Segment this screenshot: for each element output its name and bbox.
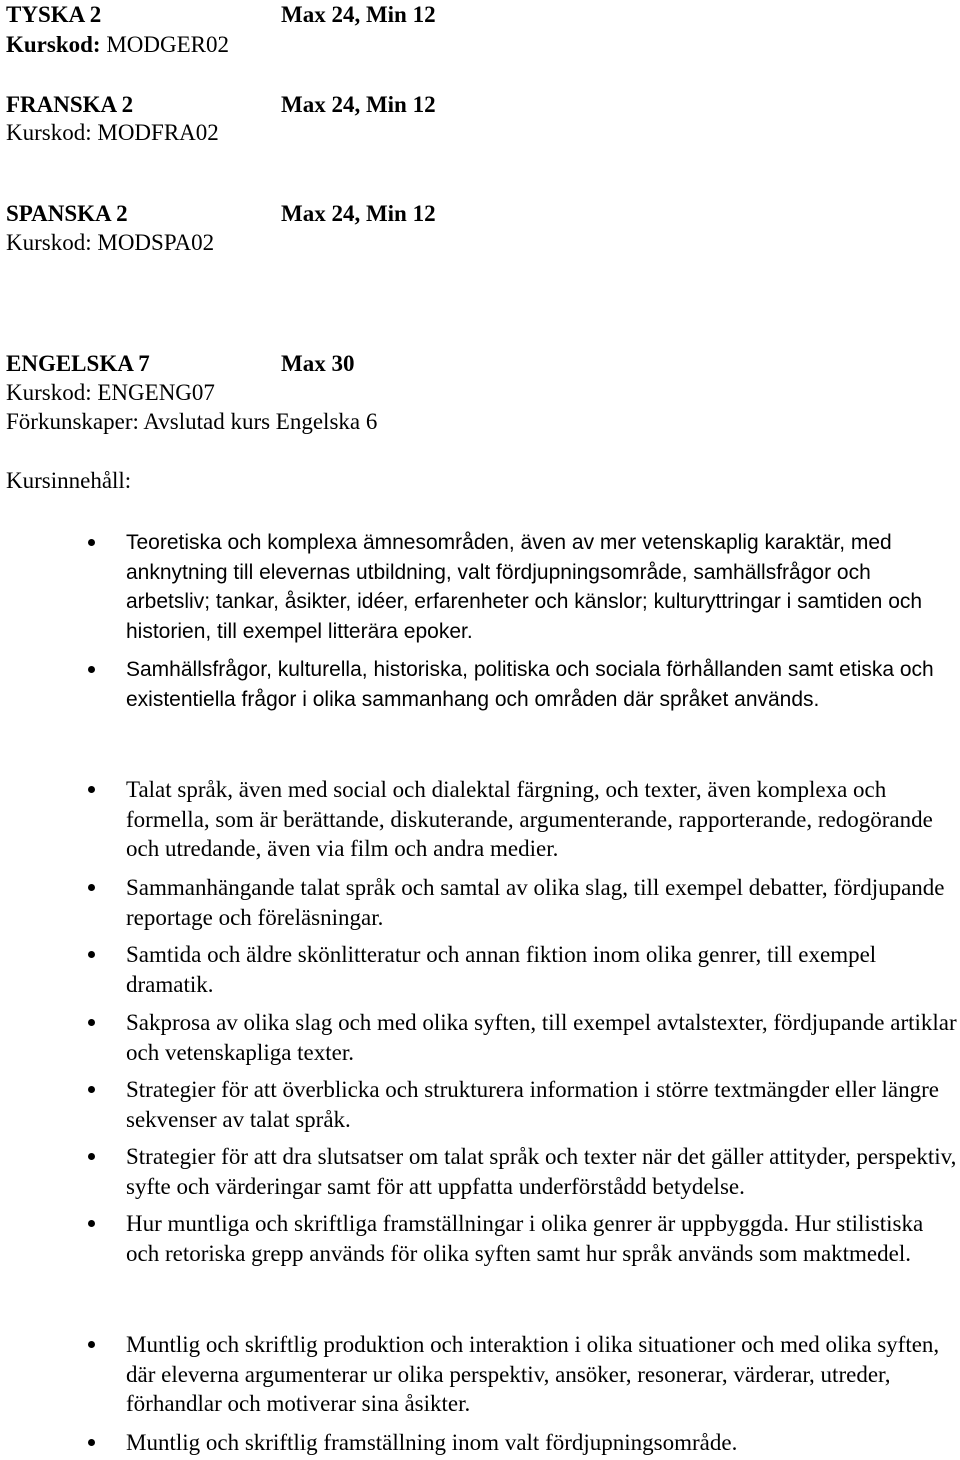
list-item [126,1330,960,1419]
course-code-value: MODGER02 [106,32,230,57]
list-item-text: Sakprosa av olika slag och med olika syften, till exempel avtalstexter, fördjupande artiklar och vetenskapliga texter. [126,1010,957,1065]
course-code-value: ENGENG07 [97,380,215,405]
list-item [126,873,960,932]
list-item-text: Samtida och äldre skönlitteratur och annan fiktion inom olika genrer, till exempel dramatik. [126,942,877,997]
course-code-value: MODSPA02 [97,230,215,255]
course-title-engelska: ENGELSKA 7 [6,351,150,376]
list-item [126,1428,960,1458]
content-heading: Kursinnehåll: [6,468,132,493]
course-title-spanska: SPANSKA 2 [6,201,128,226]
list-item [126,775,960,864]
course-code-franska [6,118,219,147]
bullet-icon [88,951,95,958]
bullet-icon [88,1086,95,1093]
list-item-text: Sammanhängande talat språk och samtal av olika slag, till exempel debatter, fördjupande reportage och föreläsningar. [126,875,945,930]
bullet-icon [88,1019,95,1026]
list-item [126,1142,960,1201]
course-code-label: Kurskod: [6,32,101,57]
list-item [126,528,960,646]
bullet-icon [88,539,95,546]
list-item [126,1075,960,1134]
bullet-icon [88,1220,95,1227]
prerequisites: Förkunskaper: Avslutad kurs Engelska 6 [6,409,378,434]
list-item-text: Talat språk, även med social och dialektal färgning, och texter, även komplexa och formella, som är berättande, diskuterande, argumenterande, rapporterande, redogörande och utredande, även via film och andra medier. [126,777,933,861]
list-item [126,1209,960,1268]
course-limit-tyska: Max 24, Min 12 [281,2,436,27]
bullet-icon [88,1153,95,1160]
course-limit-engelska: Max 30 [281,351,355,376]
list-item [126,655,960,714]
list-item [126,1008,960,1067]
list-item-text: Muntlig och skriftlig framställning inom valt fördjupningsområde. [126,1430,738,1455]
course-title-tyska: TYSKA 2 [6,2,102,27]
course-code-engelska [6,378,215,407]
list-item-text: Hur muntliga och skriftliga framställningar i olika genrer är uppbyggda. Hur stilistiska och retoriska grepp används för olika syften samt hur språk används som maktmedel. [126,1211,924,1266]
course-limit-franska: Max 24, Min 12 [281,92,436,117]
course-code-tyska [6,30,229,59]
course-code-label: Kurskod: [6,380,92,405]
bullet-icon [88,884,95,891]
list-item-text: Strategier för att överblicka och strukturera information i större textmängder eller längre sekvenser av talat språk. [126,1077,939,1132]
bullet-icon [88,666,95,673]
bullet-icon [88,1439,95,1446]
course-code-label: Kurskod: [6,120,92,145]
course-code-label: Kurskod: [6,230,92,255]
list-item-text: Strategier för att dra slutsatser om talat språk och texter när det gäller attityder, perspektiv, syfte och värderingar samt för att uppfatta underförstådd betydelse. [126,1144,957,1199]
list-item-text: Teoretiska och komplexa ämnesområden, även av mer vetenskaplig karaktär, med anknytning till elevernas utbildning, valt fördjupningsområde, samhällsfrågor och arbetsliv; tankar, åsikter, idéer, erfarenheter och känslor; kulturyttringar i samtiden och historien, till exempel litterära epoker. [126,531,923,643]
course-limit-spanska: Max 24, Min 12 [281,201,436,226]
bullet-icon [88,786,95,793]
list-item-text: Muntlig och skriftlig produktion och interaktion i olika situationer och med olika syften, där eleverna argumenterar ur olika perspektiv, ansöker, resonerar, värderar, utreder, förhandlar och motiverar sina åsikter. [126,1332,940,1416]
list-item-text: Samhällsfrågor, kulturella, historiska, politiska och sociala förhållanden samt etiska och existentiella frågor i olika sammanhang och områden där språket används. [126,658,934,711]
course-code-spanska [6,228,214,257]
bullet-icon [88,1341,95,1348]
course-title-franska: FRANSKA 2 [6,92,134,117]
course-code-value: MODFRA02 [97,120,219,145]
list-item [126,940,960,999]
